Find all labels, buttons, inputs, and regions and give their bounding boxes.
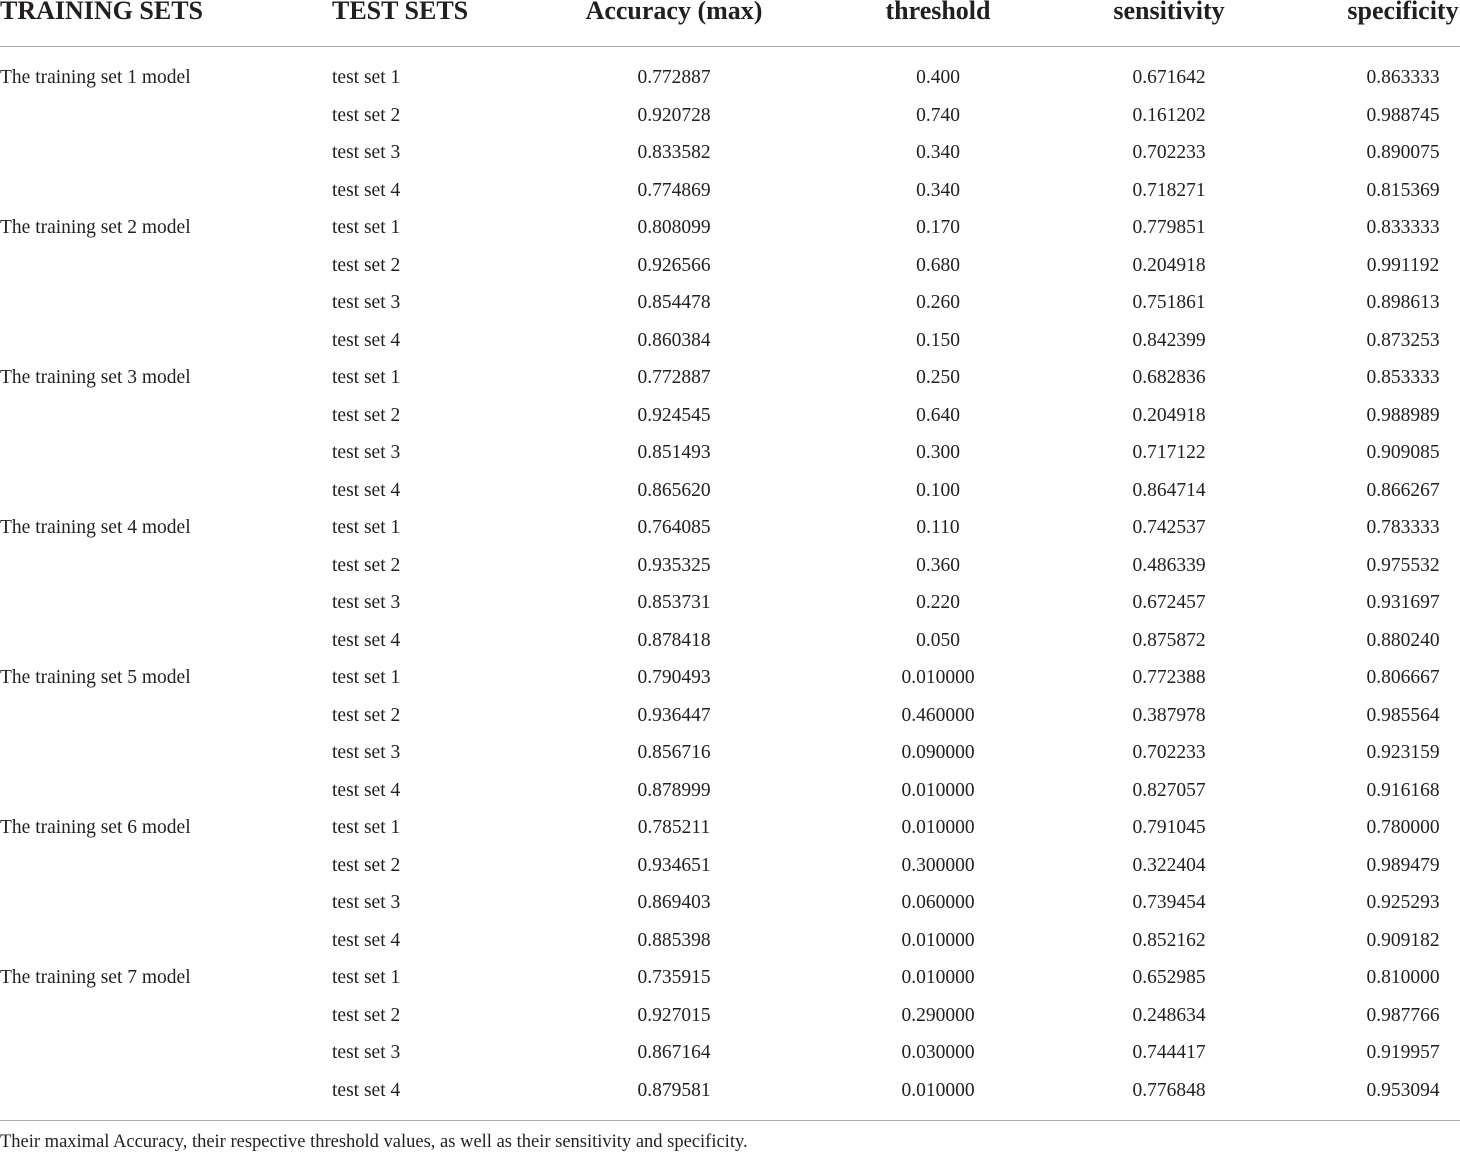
cell-test-set: test set 1 (332, 967, 401, 988)
cell-sensitivity: 0.751861 (1132, 292, 1206, 313)
cell-specificity: 0.810000 (1366, 967, 1440, 988)
cell-threshold: 0.150 (916, 329, 960, 351)
table-row (0, 322, 1460, 360)
cell-test-set: test set 4 (332, 779, 401, 801)
cell-specificity: 0.988745 (1366, 104, 1440, 126)
table-row (0, 434, 1460, 472)
cell-sensitivity: 0.842399 (1132, 329, 1206, 351)
cell-sensitivity: 0.248634 (1132, 1004, 1206, 1026)
cell-test-set: test set 4 (332, 179, 401, 201)
cell-accuracy: 0.774869 (637, 179, 711, 201)
header-test-sets: TEST SETS (332, 0, 469, 25)
cell-sensitivity: 0.702233 (1132, 742, 1206, 763)
cell-threshold: 0.680 (916, 254, 960, 276)
table-caption: Their maximal Accuracy, their respective threshold values, as well as their sensitivity and specificity. (0, 1132, 748, 1152)
table-row (0, 134, 1460, 172)
table-header (0, 0, 1460, 47)
cell-test-set: test set 1 (332, 67, 401, 88)
table-row (0, 472, 1460, 510)
cell-training-set: The training set 2 model (0, 217, 191, 238)
cell-sensitivity: 0.739454 (1132, 892, 1206, 913)
table-row (0, 997, 1460, 1035)
cell-accuracy: 0.833582 (637, 142, 711, 163)
cell-test-set: test set 2 (332, 404, 401, 426)
cell-specificity: 0.991192 (1366, 254, 1440, 276)
header-specificity: specificity (1347, 0, 1459, 25)
cell-test-set: test set 2 (332, 254, 401, 276)
cell-specificity: 0.919957 (1366, 1042, 1440, 1063)
cell-training-set: The training set 7 model (0, 967, 191, 988)
cell-sensitivity: 0.204918 (1132, 404, 1206, 426)
cell-accuracy: 0.772887 (637, 367, 711, 388)
cell-threshold: 0.340 (916, 142, 960, 163)
cell-test-set: test set 4 (332, 479, 401, 501)
cell-test-set: test set 3 (332, 442, 401, 463)
cell-sensitivity: 0.852162 (1132, 929, 1206, 951)
table-row (0, 622, 1460, 660)
cell-specificity: 0.866267 (1366, 479, 1440, 501)
cell-sensitivity: 0.718271 (1132, 179, 1206, 201)
cell-accuracy: 0.851493 (637, 442, 711, 463)
cell-threshold: 0.030000 (901, 1042, 975, 1063)
table-row (0, 584, 1460, 622)
cell-test-set: test set 2 (332, 1004, 401, 1026)
cell-sensitivity: 0.387978 (1132, 704, 1206, 726)
table-row (0, 397, 1460, 435)
table-row (0, 659, 1460, 697)
cell-specificity: 0.815369 (1366, 179, 1440, 201)
cell-specificity: 0.916168 (1366, 779, 1440, 801)
cell-test-set: test set 3 (332, 892, 401, 913)
cell-accuracy: 0.865620 (637, 479, 711, 501)
cell-threshold: 0.290000 (901, 1004, 975, 1026)
cell-threshold: 0.010000 (901, 1079, 975, 1101)
cell-training-set: The training set 4 model (0, 517, 191, 538)
cell-accuracy: 0.936447 (637, 704, 711, 726)
cell-threshold: 0.100 (916, 479, 960, 501)
cell-test-set: test set 1 (332, 217, 401, 238)
cell-accuracy: 0.935325 (637, 554, 711, 576)
cell-specificity: 0.833333 (1366, 217, 1440, 238)
cell-specificity: 0.985564 (1366, 704, 1440, 726)
cell-accuracy: 0.878418 (637, 629, 711, 651)
cell-accuracy: 0.926566 (637, 254, 711, 276)
cell-threshold: 0.010000 (901, 667, 975, 688)
table-row (0, 97, 1460, 135)
cell-accuracy: 0.772887 (637, 67, 711, 88)
cell-sensitivity: 0.864714 (1132, 479, 1206, 501)
cell-threshold: 0.340 (916, 179, 960, 201)
header-training-sets: TRAINING SETS (0, 0, 204, 25)
table-row (0, 247, 1460, 285)
cell-training-set: The training set 3 model (0, 367, 191, 388)
cell-threshold: 0.170 (916, 217, 960, 238)
cell-sensitivity: 0.161202 (1132, 104, 1206, 126)
cell-accuracy: 0.920728 (637, 104, 711, 126)
table-row (0, 922, 1460, 960)
cell-threshold: 0.260 (916, 292, 960, 313)
cell-test-set: test set 3 (332, 592, 401, 613)
cell-accuracy: 0.853731 (637, 592, 711, 613)
cell-sensitivity: 0.671642 (1132, 67, 1206, 88)
cell-accuracy: 0.869403 (637, 892, 711, 913)
cell-accuracy: 0.924545 (637, 404, 711, 426)
cell-threshold: 0.300 (916, 442, 960, 463)
cell-test-set: test set 3 (332, 742, 401, 763)
cell-specificity: 0.780000 (1366, 817, 1440, 838)
cell-test-set: test set 2 (332, 104, 401, 126)
cell-threshold: 0.740 (916, 104, 960, 126)
cell-accuracy: 0.856716 (637, 742, 711, 763)
table-footer-rule (0, 1120, 1460, 1121)
cell-test-set: test set 2 (332, 854, 401, 876)
cell-sensitivity: 0.742537 (1132, 517, 1206, 538)
table-row (0, 209, 1460, 247)
cell-test-set: test set 3 (332, 142, 401, 163)
cell-threshold: 0.460000 (901, 704, 975, 726)
cell-sensitivity: 0.827057 (1132, 779, 1206, 801)
cell-training-set: The training set 5 model (0, 667, 191, 688)
table-row (0, 697, 1460, 735)
cell-specificity: 0.806667 (1366, 667, 1440, 688)
cell-sensitivity: 0.791045 (1132, 817, 1206, 838)
table-row (0, 547, 1460, 585)
table-row (0, 172, 1460, 210)
cell-sensitivity: 0.682836 (1132, 367, 1206, 388)
cell-specificity: 0.853333 (1366, 367, 1440, 388)
cell-specificity: 0.783333 (1366, 517, 1440, 538)
cell-training-set: The training set 1 model (0, 67, 191, 88)
cell-sensitivity: 0.652985 (1132, 967, 1206, 988)
cell-specificity: 0.923159 (1366, 742, 1440, 763)
cell-sensitivity: 0.744417 (1132, 1042, 1206, 1063)
cell-specificity: 0.880240 (1366, 629, 1440, 651)
table-row (0, 1034, 1460, 1072)
table-row (0, 809, 1460, 847)
cell-specificity: 0.975532 (1366, 554, 1440, 576)
table-row (0, 1072, 1460, 1110)
cell-test-set: test set 1 (332, 817, 401, 838)
cell-accuracy: 0.934651 (637, 854, 711, 876)
cell-test-set: test set 3 (332, 1042, 401, 1063)
table-row (0, 359, 1460, 397)
cell-threshold: 0.010000 (901, 817, 975, 838)
table-row (0, 284, 1460, 322)
cell-threshold: 0.220 (916, 592, 960, 613)
cell-sensitivity: 0.779851 (1132, 217, 1206, 238)
cell-accuracy: 0.878999 (637, 779, 711, 801)
table-row (0, 509, 1460, 547)
cell-threshold: 0.400 (916, 67, 960, 88)
cell-specificity: 0.953094 (1366, 1079, 1440, 1101)
cell-specificity: 0.925293 (1366, 892, 1440, 913)
cell-threshold: 0.640 (916, 404, 960, 426)
cell-test-set: test set 2 (332, 554, 401, 576)
cell-test-set: test set 4 (332, 629, 401, 651)
cell-test-set: test set 4 (332, 1079, 401, 1101)
table-body (0, 59, 1460, 1109)
cell-test-set: test set 4 (332, 929, 401, 951)
cell-sensitivity: 0.717122 (1132, 442, 1206, 463)
cell-accuracy: 0.860384 (637, 329, 711, 351)
cell-test-set: test set 2 (332, 704, 401, 726)
cell-accuracy: 0.867164 (637, 1042, 711, 1063)
cell-specificity: 0.931697 (1366, 592, 1440, 613)
cell-specificity: 0.988989 (1366, 404, 1440, 426)
cell-sensitivity: 0.702233 (1132, 142, 1206, 163)
cell-test-set: test set 1 (332, 667, 401, 688)
table-row (0, 959, 1460, 997)
cell-threshold: 0.010000 (901, 929, 975, 951)
cell-specificity: 0.909085 (1366, 442, 1440, 463)
cell-accuracy: 0.764085 (637, 517, 711, 538)
cell-accuracy: 0.785211 (637, 817, 711, 838)
table-row (0, 772, 1460, 810)
cell-threshold: 0.110 (916, 517, 960, 538)
cell-training-set: The training set 6 model (0, 817, 191, 838)
cell-specificity: 0.898613 (1366, 292, 1440, 313)
table-row (0, 884, 1460, 922)
cell-specificity: 0.989479 (1366, 854, 1440, 876)
cell-accuracy: 0.735915 (637, 967, 711, 988)
cell-sensitivity: 0.322404 (1132, 854, 1206, 876)
cell-threshold: 0.300000 (901, 854, 975, 876)
cell-specificity: 0.987766 (1366, 1004, 1440, 1026)
cell-accuracy: 0.808099 (637, 217, 711, 238)
cell-accuracy: 0.927015 (637, 1004, 711, 1026)
cell-sensitivity: 0.776848 (1132, 1079, 1206, 1101)
cell-sensitivity: 0.204918 (1132, 254, 1206, 276)
cell-specificity: 0.863333 (1366, 67, 1440, 88)
cell-specificity: 0.890075 (1366, 142, 1440, 163)
cell-test-set: test set 1 (332, 517, 401, 538)
table-row (0, 734, 1460, 772)
cell-sensitivity: 0.772388 (1132, 667, 1206, 688)
cell-threshold: 0.090000 (901, 742, 975, 763)
cell-specificity: 0.909182 (1366, 929, 1440, 951)
cell-sensitivity: 0.486339 (1132, 554, 1206, 576)
cell-threshold: 0.360 (916, 554, 960, 576)
cell-accuracy: 0.790493 (637, 667, 711, 688)
cell-threshold: 0.010000 (901, 967, 975, 988)
header-threshold: threshold (885, 0, 991, 25)
table-row (0, 59, 1460, 97)
cell-sensitivity: 0.672457 (1132, 592, 1206, 613)
cell-test-set: test set 3 (332, 292, 401, 313)
cell-test-set: test set 1 (332, 367, 401, 388)
cell-accuracy: 0.885398 (637, 929, 711, 951)
cell-threshold: 0.060000 (901, 892, 975, 913)
table-row (0, 847, 1460, 885)
cell-accuracy: 0.854478 (637, 292, 711, 313)
cell-sensitivity: 0.875872 (1132, 629, 1206, 651)
cell-specificity: 0.873253 (1366, 329, 1440, 351)
header-accuracy: Accuracy (max) (585, 0, 763, 25)
cell-threshold: 0.050 (916, 629, 960, 651)
header-sensitivity: sensitivity (1113, 0, 1225, 25)
cell-test-set: test set 4 (332, 329, 401, 351)
cell-threshold: 0.010000 (901, 779, 975, 801)
cell-accuracy: 0.879581 (637, 1079, 711, 1101)
cell-threshold: 0.250 (916, 367, 960, 388)
